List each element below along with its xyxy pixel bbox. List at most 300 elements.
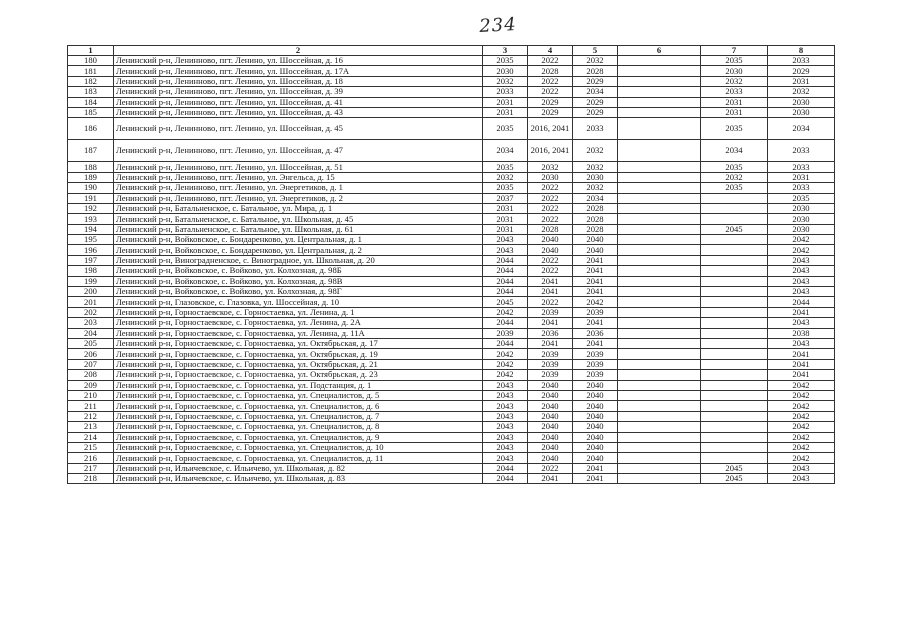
value-cell-5: 2041 bbox=[573, 463, 618, 473]
table-row bbox=[68, 97, 835, 107]
value-cell-3: 2044 bbox=[483, 318, 528, 328]
value-cell-5: 2041 bbox=[573, 318, 618, 328]
value-cell-8: 2033 bbox=[768, 183, 835, 193]
address-cell: Ленинский р-н, Горностаевское, с. Горностаевка, ул. Специалистов, д. 11 bbox=[114, 453, 483, 463]
column-header-6: 6 bbox=[618, 46, 701, 56]
value-cell-8: 2042 bbox=[768, 380, 835, 390]
table-row bbox=[68, 463, 835, 473]
value-cell-8: 2030 bbox=[768, 203, 835, 213]
value-cell-8: 2043 bbox=[768, 463, 835, 473]
value-cell-3: 2044 bbox=[483, 287, 528, 297]
value-cell-4: 2039 bbox=[528, 370, 573, 380]
value-cell-4: 2022 bbox=[528, 297, 573, 307]
value-cell-8: 2044 bbox=[768, 297, 835, 307]
value-cell-6 bbox=[618, 370, 701, 380]
row-number: 188 bbox=[68, 162, 114, 172]
value-cell-6 bbox=[618, 380, 701, 390]
value-cell-4: 2040 bbox=[528, 442, 573, 452]
value-cell-8: 2033 bbox=[768, 56, 835, 66]
value-cell-5: 2040 bbox=[573, 411, 618, 421]
column-header-8: 8 bbox=[768, 46, 835, 56]
table-row bbox=[68, 87, 835, 97]
value-cell-3: 2043 bbox=[483, 245, 528, 255]
value-cell-7 bbox=[701, 287, 768, 297]
value-cell-6 bbox=[618, 107, 701, 117]
address-cell: Ленинский р-н, Батальненское, с. Батальное, ул. Школьная, д. 61 bbox=[114, 224, 483, 234]
value-cell-4: 2022 bbox=[528, 193, 573, 203]
column-header-5: 5 bbox=[573, 46, 618, 56]
value-cell-8: 2043 bbox=[768, 287, 835, 297]
row-number: 213 bbox=[68, 422, 114, 432]
value-cell-6 bbox=[618, 172, 701, 182]
row-number: 215 bbox=[68, 442, 114, 452]
value-cell-4: 2032 bbox=[528, 162, 573, 172]
row-number: 218 bbox=[68, 474, 114, 484]
address-cell: Ленинский р-н, Горностаевское, с. Горностаевка, ул. Специалистов, д. 8 bbox=[114, 422, 483, 432]
value-cell-7: 2030 bbox=[701, 66, 768, 76]
value-cell-6 bbox=[618, 118, 701, 140]
table-row bbox=[68, 276, 835, 286]
value-cell-8: 2031 bbox=[768, 172, 835, 182]
value-cell-8: 2043 bbox=[768, 474, 835, 484]
row-number: 195 bbox=[68, 235, 114, 245]
value-cell-6 bbox=[618, 390, 701, 400]
value-cell-7 bbox=[701, 359, 768, 369]
value-cell-6 bbox=[618, 328, 701, 338]
row-number: 205 bbox=[68, 338, 114, 348]
value-cell-5: 2040 bbox=[573, 390, 618, 400]
value-cell-3: 2042 bbox=[483, 370, 528, 380]
row-number: 185 bbox=[68, 107, 114, 117]
table-row bbox=[68, 66, 835, 76]
row-number: 204 bbox=[68, 328, 114, 338]
value-cell-7 bbox=[701, 245, 768, 255]
table-row bbox=[68, 140, 835, 162]
value-cell-5: 2034 bbox=[573, 87, 618, 97]
value-cell-4: 2016, 2041 bbox=[528, 118, 573, 140]
value-cell-5: 2030 bbox=[573, 172, 618, 182]
value-cell-6 bbox=[618, 203, 701, 213]
value-cell-5: 2041 bbox=[573, 276, 618, 286]
table-row bbox=[68, 118, 835, 140]
value-cell-4: 2040 bbox=[528, 422, 573, 432]
value-cell-7 bbox=[701, 432, 768, 442]
value-cell-4: 2039 bbox=[528, 349, 573, 359]
value-cell-8: 2043 bbox=[768, 255, 835, 265]
value-cell-8: 2031 bbox=[768, 76, 835, 86]
value-cell-3: 2032 bbox=[483, 172, 528, 182]
address-cell: Ленинский р-н, Ленинново, пгт. Ленино, ул. Шоссейная, д. 41 bbox=[114, 97, 483, 107]
table-row bbox=[68, 359, 835, 369]
value-cell-4: 2029 bbox=[528, 107, 573, 117]
table-row bbox=[68, 432, 835, 442]
value-cell-8: 2042 bbox=[768, 422, 835, 432]
value-cell-7: 2045 bbox=[701, 463, 768, 473]
value-cell-3: 2043 bbox=[483, 422, 528, 432]
value-cell-8: 2030 bbox=[768, 97, 835, 107]
table-row bbox=[68, 380, 835, 390]
value-cell-8: 2041 bbox=[768, 359, 835, 369]
value-cell-6 bbox=[618, 245, 701, 255]
value-cell-5: 2034 bbox=[573, 193, 618, 203]
row-number: 209 bbox=[68, 380, 114, 390]
value-cell-7 bbox=[701, 328, 768, 338]
value-cell-6 bbox=[618, 56, 701, 66]
table-row bbox=[68, 183, 835, 193]
value-cell-3: 2035 bbox=[483, 118, 528, 140]
row-number: 201 bbox=[68, 297, 114, 307]
value-cell-4: 2022 bbox=[528, 463, 573, 473]
address-cell: Ленинский р-н, Войковское, с. Войково, ул. Колхозная, д. 98В bbox=[114, 276, 483, 286]
value-cell-5: 2029 bbox=[573, 97, 618, 107]
value-cell-3: 2031 bbox=[483, 203, 528, 213]
address-cell: Ленинский р-н, Горностаевское, с. Горностаевка, ул. Специалистов, д. 9 bbox=[114, 432, 483, 442]
value-cell-5: 2028 bbox=[573, 214, 618, 224]
row-number: 207 bbox=[68, 359, 114, 369]
address-cell: Ленинский р-н, Войковское, с. Бондаренково, ул. Центральная, д. 2 bbox=[114, 245, 483, 255]
value-cell-6 bbox=[618, 276, 701, 286]
table-row bbox=[68, 287, 835, 297]
value-cell-7 bbox=[701, 453, 768, 463]
value-cell-7 bbox=[701, 297, 768, 307]
value-cell-5: 2039 bbox=[573, 307, 618, 317]
value-cell-3: 2043 bbox=[483, 442, 528, 452]
value-cell-7: 2045 bbox=[701, 474, 768, 484]
value-cell-4: 2041 bbox=[528, 338, 573, 348]
value-cell-4: 2030 bbox=[528, 172, 573, 182]
table-header bbox=[68, 46, 835, 56]
value-cell-3: 2043 bbox=[483, 380, 528, 390]
value-cell-6 bbox=[618, 235, 701, 245]
address-cell: Ленинский р-н, Виноградненское, с. Виноградное, ул. Школьная, д. 20 bbox=[114, 255, 483, 265]
value-cell-8: 2041 bbox=[768, 370, 835, 380]
value-cell-8: 2030 bbox=[768, 224, 835, 234]
value-cell-4: 2041 bbox=[528, 474, 573, 484]
table-row bbox=[68, 172, 835, 182]
value-cell-6 bbox=[618, 214, 701, 224]
address-cell: Ленинский р-н, Горностаевское, с. Горностаевка, ул. Специалистов, д. 5 bbox=[114, 390, 483, 400]
table-row bbox=[68, 255, 835, 265]
address-cell: Ленинский р-н, Ленинново, пгт. Ленино, ул. Шоссейная, д. 43 bbox=[114, 107, 483, 117]
value-cell-3: 2031 bbox=[483, 214, 528, 224]
value-cell-5: 2029 bbox=[573, 107, 618, 117]
value-cell-6 bbox=[618, 255, 701, 265]
value-cell-7 bbox=[701, 203, 768, 213]
value-cell-5: 2040 bbox=[573, 422, 618, 432]
value-cell-3: 2035 bbox=[483, 56, 528, 66]
value-cell-7 bbox=[701, 266, 768, 276]
table-row bbox=[68, 245, 835, 255]
row-number: 217 bbox=[68, 463, 114, 473]
value-cell-6 bbox=[618, 266, 701, 276]
value-cell-6 bbox=[618, 453, 701, 463]
row-number: 181 bbox=[68, 66, 114, 76]
value-cell-4: 2028 bbox=[528, 224, 573, 234]
value-cell-7: 2031 bbox=[701, 107, 768, 117]
value-cell-6 bbox=[618, 422, 701, 432]
table-row bbox=[68, 422, 835, 432]
address-cell: Ленинский р-н, Войковское, с. Войково, ул. Колхозная, д. 98Б bbox=[114, 266, 483, 276]
value-cell-5: 2041 bbox=[573, 287, 618, 297]
table-row bbox=[68, 56, 835, 66]
value-cell-6 bbox=[618, 318, 701, 328]
value-cell-4: 2040 bbox=[528, 401, 573, 411]
address-cell: Ленинский р-н, Войковское, с. Бондаренково, ул. Центральная, д. 1 bbox=[114, 235, 483, 245]
address-cell: Ленинский р-н, Горностаевское, с. Горностаевка, ул. Подстанция, д. 1 bbox=[114, 380, 483, 390]
value-cell-6 bbox=[618, 463, 701, 473]
value-cell-3: 2037 bbox=[483, 193, 528, 203]
value-cell-4: 2041 bbox=[528, 287, 573, 297]
value-cell-5: 2033 bbox=[573, 118, 618, 140]
address-cell: Ленинский р-н, Горностаевское, с. Горностаевка, ул. Октябрьская, д. 21 bbox=[114, 359, 483, 369]
value-cell-4: 2039 bbox=[528, 307, 573, 317]
row-number: 184 bbox=[68, 97, 114, 107]
value-cell-8: 2042 bbox=[768, 411, 835, 421]
address-cell: Ленинский р-н, Ильичевское, с. Ильичево, ул. Школьная, д. 83 bbox=[114, 474, 483, 484]
table-row bbox=[68, 390, 835, 400]
table-row bbox=[68, 162, 835, 172]
value-cell-7 bbox=[701, 318, 768, 328]
value-cell-8: 2030 bbox=[768, 214, 835, 224]
value-cell-7 bbox=[701, 276, 768, 286]
value-cell-3: 2033 bbox=[483, 87, 528, 97]
value-cell-7: 2045 bbox=[701, 224, 768, 234]
value-cell-8: 2042 bbox=[768, 245, 835, 255]
value-cell-4: 2022 bbox=[528, 56, 573, 66]
value-cell-6 bbox=[618, 401, 701, 411]
value-cell-5: 2040 bbox=[573, 401, 618, 411]
value-cell-3: 2044 bbox=[483, 255, 528, 265]
value-cell-5: 2041 bbox=[573, 266, 618, 276]
value-cell-5: 2041 bbox=[573, 338, 618, 348]
address-cell: Ленинский р-н, Ленинново, пгт. Ленино, ул. Энергетиков, д. 2 bbox=[114, 193, 483, 203]
value-cell-7 bbox=[701, 442, 768, 452]
value-cell-7 bbox=[701, 235, 768, 245]
value-cell-3: 2035 bbox=[483, 162, 528, 172]
value-cell-3: 2031 bbox=[483, 107, 528, 117]
value-cell-6 bbox=[618, 140, 701, 162]
row-number: 189 bbox=[68, 172, 114, 182]
row-number: 190 bbox=[68, 183, 114, 193]
table-row bbox=[68, 235, 835, 245]
row-number: 182 bbox=[68, 76, 114, 86]
table-row bbox=[68, 474, 835, 484]
value-cell-8: 2032 bbox=[768, 87, 835, 97]
value-cell-7 bbox=[701, 401, 768, 411]
row-number: 212 bbox=[68, 411, 114, 421]
value-cell-7: 2034 bbox=[701, 140, 768, 162]
value-cell-3: 2042 bbox=[483, 307, 528, 317]
value-cell-6 bbox=[618, 411, 701, 421]
value-cell-7: 2033 bbox=[701, 87, 768, 97]
value-cell-4: 2040 bbox=[528, 380, 573, 390]
value-cell-4: 2040 bbox=[528, 411, 573, 421]
value-cell-6 bbox=[618, 442, 701, 452]
value-cell-8: 2042 bbox=[768, 235, 835, 245]
value-cell-8: 2041 bbox=[768, 349, 835, 359]
address-cell: Ленинский р-н, Горностаевское, с. Горностаевка, ул. Ленина, д. 2А bbox=[114, 318, 483, 328]
row-number: 193 bbox=[68, 214, 114, 224]
value-cell-4: 2022 bbox=[528, 76, 573, 86]
value-cell-3: 2043 bbox=[483, 432, 528, 442]
table-body bbox=[68, 56, 835, 484]
value-cell-3: 2032 bbox=[483, 76, 528, 86]
value-cell-8: 2042 bbox=[768, 453, 835, 463]
column-header-7: 7 bbox=[701, 46, 768, 56]
column-header-4: 4 bbox=[528, 46, 573, 56]
value-cell-5: 2042 bbox=[573, 297, 618, 307]
address-cell: Ленинский р-н, Горностаевское, с. Горностаевка, ул. Специалистов, д. 6 bbox=[114, 401, 483, 411]
value-cell-3: 2043 bbox=[483, 401, 528, 411]
address-cell: Ленинский р-н, Ленинново, пгт. Ленино, ул. Шоссейная, д. 39 bbox=[114, 87, 483, 97]
table-row bbox=[68, 453, 835, 463]
row-number: 203 bbox=[68, 318, 114, 328]
value-cell-7: 2035 bbox=[701, 183, 768, 193]
value-cell-3: 2044 bbox=[483, 463, 528, 473]
value-cell-7 bbox=[701, 214, 768, 224]
value-cell-8: 2033 bbox=[768, 162, 835, 172]
value-cell-4: 2022 bbox=[528, 183, 573, 193]
value-cell-6 bbox=[618, 307, 701, 317]
value-cell-7 bbox=[701, 193, 768, 203]
value-cell-8: 2042 bbox=[768, 432, 835, 442]
row-number: 186 bbox=[68, 118, 114, 140]
address-cell: Ленинский р-н, Батальненское, с. Батальное, ул. Школьная, д. 45 bbox=[114, 214, 483, 224]
value-cell-7 bbox=[701, 370, 768, 380]
value-cell-6 bbox=[618, 97, 701, 107]
value-cell-3: 2034 bbox=[483, 140, 528, 162]
value-cell-6 bbox=[618, 183, 701, 193]
value-cell-6 bbox=[618, 432, 701, 442]
value-cell-5: 2039 bbox=[573, 349, 618, 359]
table-row bbox=[68, 370, 835, 380]
value-cell-5: 2036 bbox=[573, 328, 618, 338]
address-cell: Ленинский р-н, Горностаевское, с. Горностаевка, ул. Октябрьская, д. 23 bbox=[114, 370, 483, 380]
table-row bbox=[68, 297, 835, 307]
value-cell-3: 2043 bbox=[483, 235, 528, 245]
value-cell-5: 2040 bbox=[573, 235, 618, 245]
row-number: 199 bbox=[68, 276, 114, 286]
address-cell: Ленинский р-н, Ленинново, пгт. Ленино, ул. Шоссейная, д. 18 bbox=[114, 76, 483, 86]
table-row bbox=[68, 307, 835, 317]
address-cell: Ленинский р-н, Ленинново, пгт. Ленино, ул. Шоссейная, д. 47 bbox=[114, 140, 483, 162]
value-cell-3: 2043 bbox=[483, 453, 528, 463]
address-cell: Ленинский р-н, Горностаевское, с. Горностаевка, ул. Ленина, д. 1 bbox=[114, 307, 483, 317]
value-cell-4: 2040 bbox=[528, 453, 573, 463]
value-cell-3: 2043 bbox=[483, 390, 528, 400]
value-cell-8: 2042 bbox=[768, 442, 835, 452]
row-number: 194 bbox=[68, 224, 114, 234]
value-cell-8: 2043 bbox=[768, 276, 835, 286]
address-cell: Ленинский р-н, Горностаевское, с. Горностаевка, ул. Октябрьская, д. 17 bbox=[114, 338, 483, 348]
value-cell-8: 2043 bbox=[768, 318, 835, 328]
value-cell-5: 2032 bbox=[573, 140, 618, 162]
address-cell: Ленинский р-н, Горностаевское, с. Горностаевка, ул. Ленина, д. 11А bbox=[114, 328, 483, 338]
address-cell: Ленинский р-н, Ленинново, пгт. Ленино, ул. Шоссейная, д. 51 bbox=[114, 162, 483, 172]
value-cell-8: 2035 bbox=[768, 193, 835, 203]
value-cell-7 bbox=[701, 411, 768, 421]
row-number: 180 bbox=[68, 56, 114, 66]
value-cell-5: 2028 bbox=[573, 203, 618, 213]
value-cell-3: 2044 bbox=[483, 276, 528, 286]
value-cell-6 bbox=[618, 66, 701, 76]
row-number: 208 bbox=[68, 370, 114, 380]
value-cell-8: 2043 bbox=[768, 266, 835, 276]
value-cell-6 bbox=[618, 359, 701, 369]
value-cell-5: 2032 bbox=[573, 183, 618, 193]
row-number: 216 bbox=[68, 453, 114, 463]
value-cell-7 bbox=[701, 422, 768, 432]
value-cell-3: 2031 bbox=[483, 97, 528, 107]
value-cell-4: 2028 bbox=[528, 66, 573, 76]
value-cell-8: 2043 bbox=[768, 338, 835, 348]
value-cell-5: 2040 bbox=[573, 245, 618, 255]
value-cell-4: 2022 bbox=[528, 87, 573, 97]
table-row bbox=[68, 193, 835, 203]
row-number: 196 bbox=[68, 245, 114, 255]
table-row bbox=[68, 411, 835, 421]
value-cell-8: 2041 bbox=[768, 307, 835, 317]
value-cell-5: 2040 bbox=[573, 380, 618, 390]
value-cell-8: 2030 bbox=[768, 107, 835, 117]
row-number: 206 bbox=[68, 349, 114, 359]
row-number: 200 bbox=[68, 287, 114, 297]
value-cell-8: 2042 bbox=[768, 390, 835, 400]
value-cell-5: 2040 bbox=[573, 442, 618, 452]
value-cell-8: 2038 bbox=[768, 328, 835, 338]
value-cell-5: 2041 bbox=[573, 255, 618, 265]
value-cell-5: 2032 bbox=[573, 162, 618, 172]
table-row bbox=[68, 76, 835, 86]
value-cell-7 bbox=[701, 307, 768, 317]
value-cell-7: 2035 bbox=[701, 56, 768, 66]
value-cell-7 bbox=[701, 349, 768, 359]
value-cell-3: 2043 bbox=[483, 411, 528, 421]
table-row bbox=[68, 224, 835, 234]
header-row bbox=[68, 46, 835, 56]
value-cell-4: 2029 bbox=[528, 97, 573, 107]
value-cell-4: 2041 bbox=[528, 318, 573, 328]
table-row bbox=[68, 328, 835, 338]
table-row bbox=[68, 203, 835, 213]
row-number: 211 bbox=[68, 401, 114, 411]
column-header-1: 1 bbox=[68, 46, 114, 56]
value-cell-5: 2041 bbox=[573, 474, 618, 484]
column-header-2: 2 bbox=[114, 46, 483, 56]
row-number: 197 bbox=[68, 255, 114, 265]
value-cell-5: 2040 bbox=[573, 453, 618, 463]
address-cell: Ленинский р-н, Ленинново, пгт. Ленино, ул. Шоссейная, д. 17А bbox=[114, 66, 483, 76]
value-cell-5: 2029 bbox=[573, 76, 618, 86]
row-number: 187 bbox=[68, 140, 114, 162]
value-cell-7: 2031 bbox=[701, 97, 768, 107]
value-cell-7 bbox=[701, 338, 768, 348]
address-cell: Ленинский р-н, Ильичевское, с. Ильичево, ул. Школьная, д. 82 bbox=[114, 463, 483, 473]
value-cell-7 bbox=[701, 255, 768, 265]
table-row bbox=[68, 107, 835, 117]
value-cell-6 bbox=[618, 338, 701, 348]
value-cell-8: 2033 bbox=[768, 140, 835, 162]
row-number: 183 bbox=[68, 87, 114, 97]
value-cell-5: 2040 bbox=[573, 432, 618, 442]
row-number: 191 bbox=[68, 193, 114, 203]
table-row bbox=[68, 338, 835, 348]
address-cell: Ленинский р-н, Горностаевское, с. Горностаевка, ул. Специалистов, д. 10 bbox=[114, 442, 483, 452]
value-cell-7 bbox=[701, 390, 768, 400]
address-cell: Ленинский р-н, Горностаевское, с. Горностаевка, ул. Октябрьская, д. 19 bbox=[114, 349, 483, 359]
value-cell-7 bbox=[701, 380, 768, 390]
value-cell-6 bbox=[618, 474, 701, 484]
